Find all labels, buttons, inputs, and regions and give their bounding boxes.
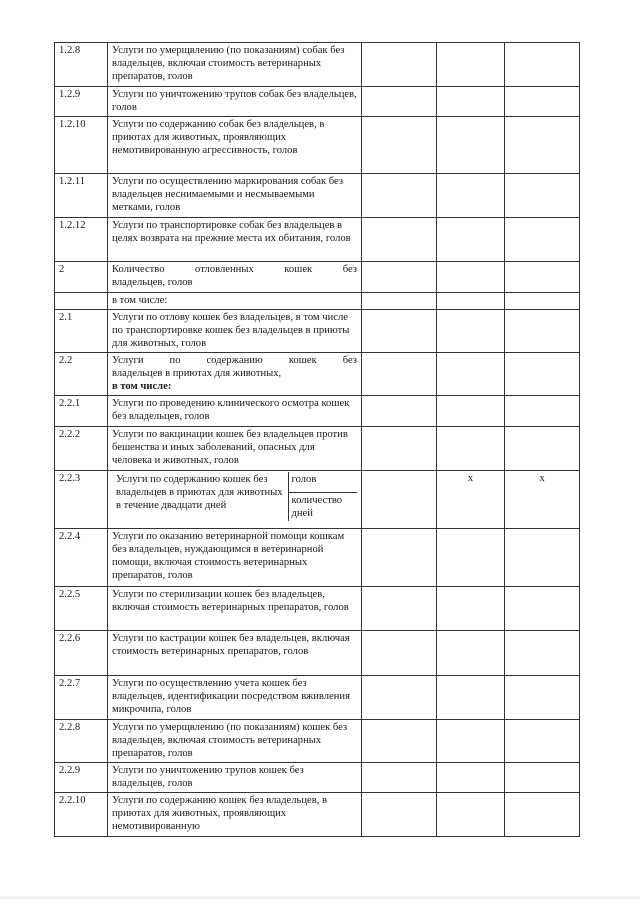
unit-label: голов: [288, 472, 357, 493]
value-cell: [437, 174, 505, 218]
split-cell: [112, 472, 357, 521]
value-cell: [505, 763, 580, 793]
row-description-bold: в том числе:: [112, 381, 172, 392]
value-cell: [437, 631, 505, 676]
value-cell: [362, 310, 437, 353]
value-cell: [362, 218, 437, 262]
value-cell: [505, 793, 580, 837]
table-row: [55, 793, 580, 837]
value-cell: [437, 676, 505, 720]
row-number: 1.2.12: [55, 218, 108, 262]
row-number: 2.2.9: [55, 763, 108, 793]
row-description: Услуги по содержанию кошек без владельцев в приютах для животных в течение двадцати дней: [116, 474, 283, 511]
value-cell: [505, 43, 580, 87]
value-cell: [437, 310, 505, 353]
unit-label: количество дней: [288, 493, 357, 522]
row-number: 2.2.1: [55, 396, 108, 427]
table-row: [55, 631, 580, 676]
table-row: [55, 117, 580, 174]
value-cell: [362, 396, 437, 427]
value-cell: [505, 293, 580, 310]
row-number: 2.2.4: [55, 529, 108, 587]
row-description-split: [108, 471, 362, 529]
value-cell: [362, 793, 437, 837]
row-description-line: владельцев в приютах для животных,: [112, 368, 282, 379]
row-description: Услуги по осуществлению маркирования собак без владельцев неснимаемыми и несмываемыми метками, голов: [108, 174, 362, 218]
row-number: 2.1: [55, 310, 108, 353]
value-cell: [437, 293, 505, 310]
value-cell: [505, 87, 580, 117]
value-cell: [362, 587, 437, 631]
table-row: [55, 676, 580, 720]
row-description: Услуги по содержанию кошек без владельцев, в приютах для животных, проявляющих немотивированную: [108, 793, 362, 837]
table-row: [55, 43, 580, 87]
row-number: 2.2.8: [55, 720, 108, 763]
row-description: Услуги по оказанию ветеринарной помощи кошкам без владельцев, нуждающимся в ветеринарной помощи, включая стоимость ветеринарных препаратов, голов: [108, 529, 362, 587]
value-cell: [437, 427, 505, 471]
value-cell: [505, 631, 580, 676]
table-row: [55, 310, 580, 353]
row-number: 2: [55, 262, 108, 293]
x-mark: х: [437, 471, 505, 529]
table-row: [55, 218, 580, 262]
row-number: 1.2.10: [55, 117, 108, 174]
value-cell: [505, 117, 580, 174]
value-cell: [505, 174, 580, 218]
value-cell: [362, 676, 437, 720]
row-description-line: Количество отловленных кошек без: [112, 264, 357, 275]
row-description: Услуги по уничтожению трупов собак без владельцев, голов: [108, 87, 362, 117]
table-row: [55, 763, 580, 793]
value-cell: [362, 262, 437, 293]
value-cell: [362, 529, 437, 587]
value-cell: [437, 396, 505, 427]
row-description: [108, 353, 362, 396]
table-row: [55, 262, 580, 293]
row-number: 2.2.2: [55, 427, 108, 471]
row-description: Услуги по кастрации кошек без владельцев, включая стоимость ветеринарных препаратов, голов: [108, 631, 362, 676]
value-cell: [362, 87, 437, 117]
table-row: [55, 174, 580, 218]
row-number: 2.2.10: [55, 793, 108, 837]
table-row: [55, 293, 580, 310]
row-number: 1.2.11: [55, 174, 108, 218]
row-description: Услуги по уничтожению трупов кошек без владельцев, голов: [108, 763, 362, 793]
value-cell: [362, 471, 437, 529]
value-cell: [437, 763, 505, 793]
row-description: [108, 262, 362, 293]
value-cell: [362, 174, 437, 218]
row-description: в том числе:: [108, 293, 362, 310]
value-cell: [437, 87, 505, 117]
row-description: Услуги по содержанию собак без владельцев, в приютах для животных, проявляющих немотивированную агрессивность, голов: [108, 117, 362, 174]
value-cell: [437, 353, 505, 396]
value-cell: [437, 262, 505, 293]
value-cell: [437, 43, 505, 87]
value-cell: [362, 353, 437, 396]
value-cell: [362, 427, 437, 471]
table-row: [55, 353, 580, 396]
value-cell: [437, 529, 505, 587]
row-description: Услуги по умерщвлению (по показаниям) собак без владельцев, включая стоимость ветеринарных препаратов, голов: [108, 43, 362, 87]
value-cell: [437, 218, 505, 262]
table-row: [55, 720, 580, 763]
services-table: [54, 42, 580, 837]
value-cell: [437, 587, 505, 631]
row-number: 2.2.7: [55, 676, 108, 720]
value-cell: [505, 720, 580, 763]
value-cell: [362, 720, 437, 763]
table-row: [55, 529, 580, 587]
row-description: Услуги по отлову кошек без владельцев, в том числе по транспортировке кошек без владельцев в приюты для животных, голов: [108, 310, 362, 353]
value-cell: [362, 43, 437, 87]
value-cell: [505, 396, 580, 427]
row-number: 1.2.9: [55, 87, 108, 117]
value-cell: [505, 310, 580, 353]
row-description: Услуги по осуществлению учета кошек без владельцев, идентификации посредством вживления микрочипа, голов: [108, 676, 362, 720]
value-cell: [505, 676, 580, 720]
row-number: [55, 293, 108, 310]
value-cell: [505, 353, 580, 396]
value-cell: [505, 587, 580, 631]
row-number: 2.2: [55, 353, 108, 396]
value-cell: [362, 293, 437, 310]
value-cell: [362, 631, 437, 676]
table-row: [55, 587, 580, 631]
row-description: Услуги по вакцинации кошек без владельцев против бешенства и иных заболеваний, опасных для человека и животных, голов: [108, 427, 362, 471]
row-description: Услуги по умерщвлению (по показаниям) кошек без владельцев, включая стоимость ветеринарных препаратов, голов: [108, 720, 362, 763]
row-description: Услуги по стерилизации кошек без владельцев, включая стоимость ветеринарных препаратов, голов: [108, 587, 362, 631]
row-description: Услуги по проведению клинического осмотра кошек без владельцев, голов: [108, 396, 362, 427]
value-cell: [505, 427, 580, 471]
value-cell: [437, 793, 505, 837]
row-number: 2.2.6: [55, 631, 108, 676]
value-cell: [505, 262, 580, 293]
value-cell: [362, 763, 437, 793]
row-description: Услуги по транспортировке собак без владельцев в целях возврата на прежние места их обитания, голов: [108, 218, 362, 262]
table-row: [55, 471, 580, 529]
table-row: [55, 427, 580, 471]
row-number: 2.2.5: [55, 587, 108, 631]
value-cell: [437, 720, 505, 763]
value-cell: [437, 117, 505, 174]
row-number: 1.2.8: [55, 43, 108, 87]
table-row: [55, 396, 580, 427]
table-row: [55, 87, 580, 117]
value-cell: [362, 117, 437, 174]
value-cell: [505, 529, 580, 587]
value-cell: [505, 218, 580, 262]
row-description-line: Услуги по содержанию кошек без: [112, 355, 357, 366]
scan-edge: [0, 896, 640, 899]
row-description-line: владельцев, голов: [112, 277, 193, 288]
x-mark: х: [505, 471, 580, 529]
row-number: 2.2.3: [55, 471, 108, 529]
